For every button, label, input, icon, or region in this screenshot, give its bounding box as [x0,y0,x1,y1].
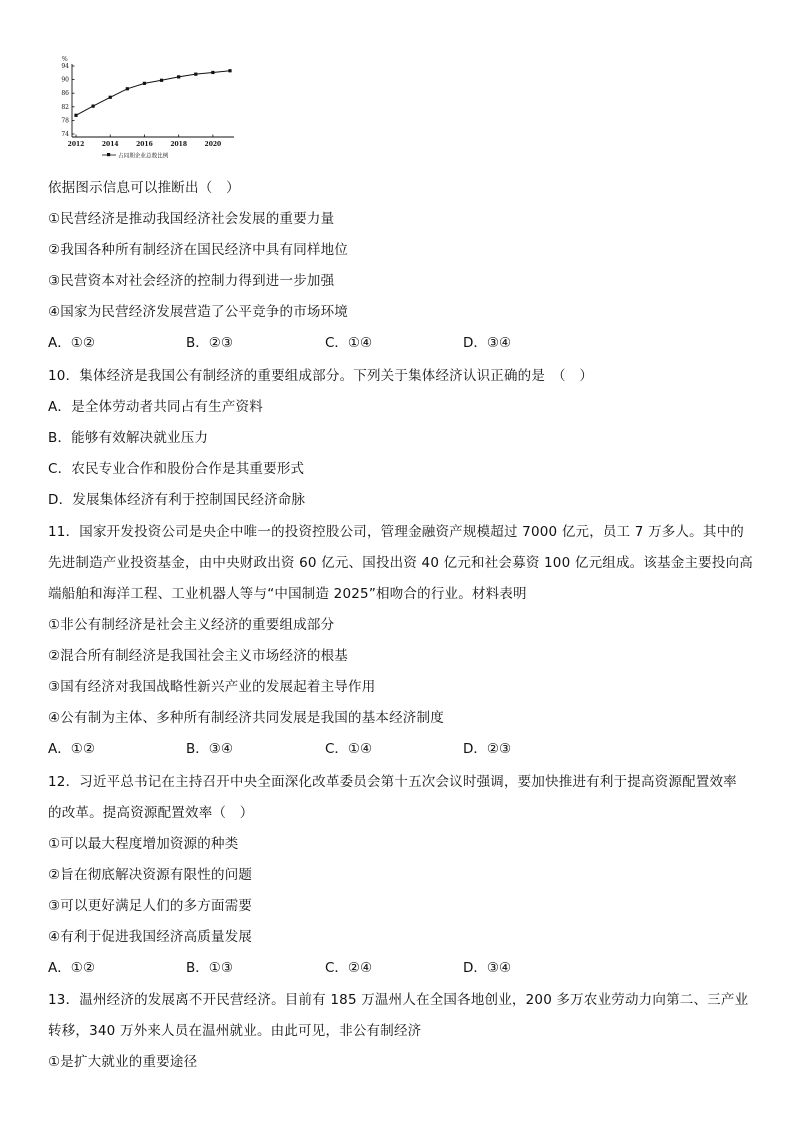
q12-stem-line-1: 12．习近平总书记在主持召开中央全面深化改革委员会第十五次会议时强调，要加快推进有利于提高资源配置效率 [48,774,737,790]
q12-option-b: B．①③ [186,960,233,976]
data-point [109,96,112,99]
legend [102,152,169,160]
q9-item-2: ②我国各种所有制经济在国民经济中具有同样地位 [48,242,349,258]
q12-option-a: A．①② [48,960,95,976]
q9-item-1: ①民营经济是推动我国经济社会发展的重要力量 [48,211,335,227]
data-point [194,73,197,76]
q13-stem-line-2: 转移，340 万外来人员在温州就业。由此可见，非公有制经济 [48,1023,422,1039]
q11-stem-line-1: 11．国家开发投资公司是央企中唯一的投资控股公司，管理金融资产规模超过 7000 亿元，员工 7 万多人。其中的 [48,524,744,540]
q13-item-1: ①是扩大就业的重要途径 [48,1054,198,1070]
q11-option-a: A．①② [48,741,95,757]
q11-stem-line-2: 先进制造产业投资基金，由中央财政出资 60 亿元、国投出资 40 亿元和社会募资 100 亿元组成。该基金主要投向高 [48,555,753,571]
x-tick-label: 2012 [67,141,85,148]
q10-stem: 10．集体经济是我国公有制经济的重要组成部分。下列关于集体经济认识正确的是 （ ） [48,368,594,384]
q9-stem: 依据图示信息可以推断出（ ） [48,180,240,196]
q11-item-4: ④公有制为主体、多种所有制经济共同发展是我国的基本经济制度 [48,710,444,726]
q10-choice-d: D．发展集体经济有利于控制国民经济命脉 [48,492,306,508]
q9-option-c: C．①④ [325,335,373,351]
q9-item-4: ④国家为民营经济发展营造了公平竞争的市场环境 [48,304,349,320]
q13-stem-line-1: 13．温州经济的发展离不开民营经济。目前有 185 万温州人在全国各地创业，200 多万农业劳动力向第二、三产业 [48,992,749,1008]
q9-option-a: A．①② [48,335,95,351]
q9-item-3: ③民营资本对社会经济的控制力得到进一步加强 [48,273,335,289]
q12-item-3: ③可以更好满足人们的多方面需要 [48,898,253,914]
q11-item-3: ③国有经济对我国战略性新兴产业的发展起着主导作用 [48,679,376,695]
q10-choice-b: B．能够有效解决就业压力 [48,430,209,446]
q10-choice-c: C．农民专业合作和股份合作是其重要形式 [48,461,305,477]
q9-option-d: D．③④ [463,335,512,351]
y-tick-label: 82 [61,103,69,111]
q12-item-2: ②旨在彻底解决资源有限性的问题 [48,867,253,883]
data-point [92,105,95,108]
q11-option-c: C．①④ [325,741,373,757]
y-tick-label: 78 [61,117,69,125]
data-point [74,114,77,117]
y-tick-label: 74 [61,131,69,138]
y-tick-label: 94 [61,63,69,70]
q12-item-4: ④有利于促进我国经济高质量发展 [48,929,253,945]
q12-item-1: ①可以最大程度增加资源的种类 [48,836,239,852]
x-tick-label: 2014 [101,141,119,148]
data-point [177,75,180,78]
data-point [228,69,231,72]
legend-label: 占同期企业总数比例 [118,153,169,160]
x-tick-label: 2020 [204,141,222,148]
data-point [160,79,163,82]
y-tick-label: 90 [61,76,69,84]
q11-item-1: ①非公有制经济是社会主义经济的重要组成部分 [48,617,335,633]
q12-stem-line-2: 的改革。提高资源配置效率（ ） [48,805,254,821]
line-chart [52,52,242,162]
q11-item-2: ②混合所有制经济是我国社会主义市场经济的根基 [48,648,349,664]
x-tick-label: 2016 [136,141,153,148]
q11-option-d: D．②③ [463,741,512,757]
q12-option-c: C．②④ [325,960,373,976]
data-point [126,87,129,90]
x-tick-label: 2018 [170,141,188,148]
data-point [211,71,214,74]
q10-choice-a: A．是全体劳动者共同占有生产资料 [48,399,263,415]
q11-option-b: B．③④ [186,741,233,757]
y-tick-label: 86 [61,90,69,98]
q11-stem-line-3: 端船舶和海洋工程、工业机器人等与“中国制造 2025”相吻合的行业。材料表明 [48,586,527,602]
data-point [143,82,146,85]
q12-option-d: D．③④ [463,960,512,976]
q9-option-b: B．②③ [186,335,233,351]
series-line [76,71,230,116]
y-axis-unit: % [62,56,68,63]
